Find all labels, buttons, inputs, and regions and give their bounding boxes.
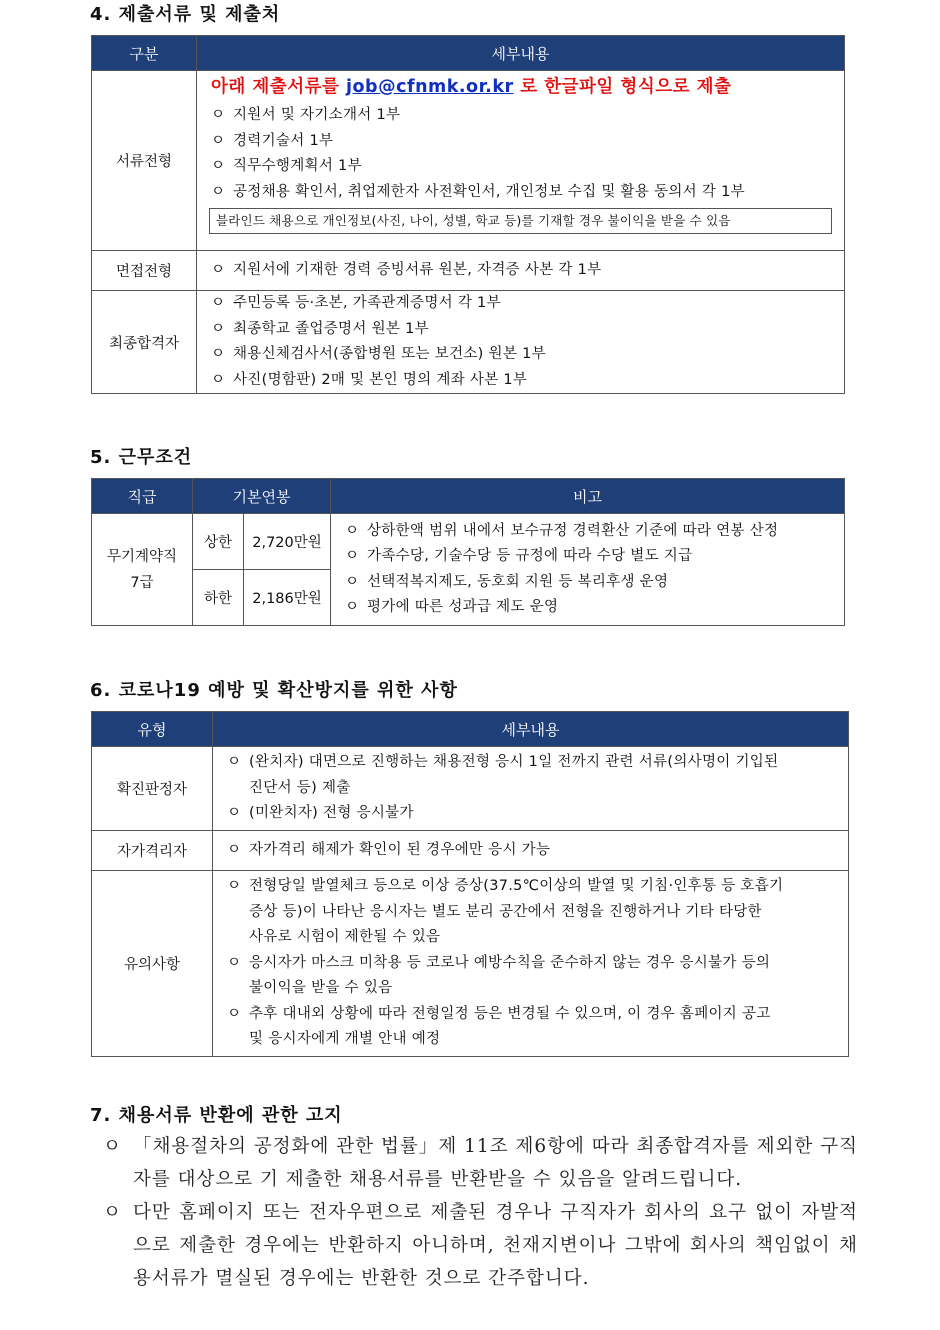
documents-table xyxy=(91,35,845,394)
confirmed-content xyxy=(213,747,849,831)
section7-title: 7. 채용서류 반환에 관한 고지 xyxy=(90,1105,343,1126)
list-item: ㅇ 주민등록 등·초본, 가족관계증명서 각 1부 xyxy=(197,291,844,317)
grade-level: 7급 xyxy=(130,574,154,591)
notice-paragraph: ㅇ 다만 홈페이지 또는 전자우편으로 제출된 경우나 구직자가 회사의 요구 없이 자발적으로 제출한 경우에는 반환하지 아니하며, 천재지변이나 그밖에 회사의 책임없이 채용서류가 멸실된 경우에는 반환한 것으로 간주합니다. xyxy=(103,1196,858,1295)
list-item: ㅇ 경력기술서 1부 xyxy=(197,129,844,155)
header-remarks: 비고 xyxy=(331,479,845,514)
grade-type: 무기계약직 xyxy=(106,548,178,565)
section6-title: 6. 코로나19 예방 및 확산방지를 위한 사항 xyxy=(90,680,458,701)
bullet-icon: ㅇ xyxy=(211,320,226,337)
lower-label: 하한 xyxy=(193,570,244,626)
list-item: ㅇ 지원서 및 자기소개서 1부 xyxy=(197,103,844,129)
notice-paragraph: ㅇ 「채용절차의 공정화에 관한 법률」제 11조 제6항에 따라 최종합격자를 제외한 구직자를 대상으로 기 제출한 채용서류를 반환받을 수 있음을 알려드립니다. xyxy=(103,1130,858,1196)
document-screening-content xyxy=(197,71,845,251)
bullet-icon: ㅇ xyxy=(211,295,226,311)
list-item: ㅇ 선택적복지제도, 동호회 지원 등 복리후생 운영 xyxy=(331,570,844,596)
remarks-content xyxy=(331,514,845,626)
bullet-icon: ㅇ xyxy=(211,371,226,388)
bullet-icon: ㅇ xyxy=(227,805,242,822)
list-item: ㅇ 공정채용 확인서, 취업제한자 사전확인서, 개인정보 수집 및 활용 동의서 각 1부 xyxy=(197,180,844,206)
row-label-quarantine: 자가격리자 xyxy=(92,831,213,871)
covid-table xyxy=(91,711,849,1057)
section5-title: 5. 근무조건 xyxy=(90,447,193,468)
conditions-table xyxy=(91,478,845,626)
bullet-icon: ㅇ xyxy=(345,573,360,590)
header-salary: 기본연봉 xyxy=(193,479,331,514)
caution-content xyxy=(213,871,849,1057)
instruction-text-after: 로 한글파일 형식으로 제출 xyxy=(513,77,732,97)
list-item-continuation: 증상 등)이 나타난 응시자는 별도 분리 공간에서 전형을 진행하거나 기타 타당한 xyxy=(249,903,762,920)
grade-cell xyxy=(92,514,193,626)
list-item-continuation: 및 응시자에게 개별 안내 예정 xyxy=(249,1031,441,1048)
bullet-icon: ㅇ xyxy=(227,754,242,771)
list-item: ㅇ 채용신체검사서(종합병원 또는 보건소) 원본 1부 xyxy=(197,342,844,368)
header-category: 구분 xyxy=(92,36,197,71)
quarantine-content xyxy=(213,831,849,871)
bullet-icon: ㅇ xyxy=(345,548,360,564)
list-item: ㅇ 응시자가 마스크 미착용 등 코로나 예방수칙을 준수하지 않는 경우 응시불가 등의 xyxy=(213,951,848,977)
lower-value: 2,186만원 xyxy=(244,570,331,626)
row-label-interview: 면접전형 xyxy=(92,251,197,291)
bullet-icon: ㅇ xyxy=(103,1136,122,1157)
list-item: ㅇ 가족수당, 기술수당 등 규정에 따라 수당 별도 지급 xyxy=(331,544,844,570)
list-item: ㅇ 자가격리 해제가 확인이 된 경우에만 응시 가능 xyxy=(213,838,848,864)
instruction-text-before: 아래 제출서류를 xyxy=(211,77,347,97)
list-item: ㅇ 전형당일 발열체크 등으로 이상 증상(37.5℃이상의 발열 및 기침·인후통 등 호흡기 xyxy=(213,874,848,900)
bullet-icon: ㅇ xyxy=(345,599,360,615)
bullet-icon: ㅇ xyxy=(211,183,226,200)
header-type: 유형 xyxy=(92,712,213,747)
header-details: 세부내용 xyxy=(213,712,849,747)
bullet-icon: ㅇ xyxy=(227,841,242,858)
row-label-caution: 유의사항 xyxy=(92,871,213,1057)
list-item: ㅇ 직무수행계획서 1부 xyxy=(197,154,844,180)
list-item: ㅇ 지원서에 기재한 경력 증빙서류 원본, 자격증 사본 각 1부 xyxy=(197,258,844,284)
bullet-icon: ㅇ xyxy=(211,107,226,123)
list-item: ㅇ 상하한액 범위 내에서 보수규정 경력환산 기준에 따라 연봉 산정 xyxy=(331,519,844,545)
bullet-icon: ㅇ xyxy=(345,522,360,539)
list-item: ㅇ 사진(명함판) 2매 및 본인 명의 계좌 사본 1부 xyxy=(197,368,844,394)
bullet-icon: ㅇ xyxy=(211,261,226,278)
bullet-icon: ㅇ xyxy=(211,132,226,149)
blind-hiring-note: 블라인드 채용으로 개인정보(사진, 나이, 성별, 학교 등)를 기재할 경우 불이익을 받을 수 있음 xyxy=(209,208,832,234)
upper-value: 2,720만원 xyxy=(244,514,331,570)
list-item: ㅇ 추후 대내외 상황에 따라 전형일정 등은 변경될 수 있으며, 이 경우 홈페이지 공고 xyxy=(213,1002,848,1028)
list-item-continuation: 진단서 등) 제출 xyxy=(249,779,351,796)
submission-instruction xyxy=(197,71,844,103)
header-details: 세부내용 xyxy=(197,36,845,71)
list-item: ㅇ (미완치자) 전형 응시불가 xyxy=(213,801,848,827)
row-label-document-screening: 서류전형 xyxy=(92,71,197,251)
final-content xyxy=(197,291,845,394)
row-label-confirmed: 확진판정자 xyxy=(92,747,213,831)
return-notice xyxy=(103,1130,858,1295)
list-item-continuation: 불이익을 받을 수 있음 xyxy=(249,980,393,997)
bullet-icon: ㅇ xyxy=(227,1005,242,1022)
list-item-continuation: 사유로 시험이 제한될 수 있음 xyxy=(249,929,441,946)
bullet-icon: ㅇ xyxy=(103,1202,122,1223)
email-link[interactable]: job@cfnmk.or.kr xyxy=(346,77,514,97)
section4-title: 4. 제출서류 및 제출처 xyxy=(90,4,281,25)
header-grade: 직급 xyxy=(92,479,193,514)
bullet-icon: ㅇ xyxy=(211,346,226,362)
list-item: ㅇ 평가에 따른 성과급 제도 운영 xyxy=(331,595,844,621)
row-label-final: 최종합격자 xyxy=(92,291,197,394)
bullet-icon: ㅇ xyxy=(227,878,242,895)
list-item: ㅇ 최종학교 졸업증명서 원본 1부 xyxy=(197,317,844,343)
list-item: ㅇ (완치자) 대면으로 진행하는 채용전형 응시 1일 전까지 관련 서류(의사명이 기입된 xyxy=(213,750,848,776)
bullet-icon: ㅇ xyxy=(227,954,242,971)
bullet-icon: ㅇ xyxy=(211,158,226,174)
upper-label: 상한 xyxy=(193,514,244,570)
interview-content xyxy=(197,251,845,291)
